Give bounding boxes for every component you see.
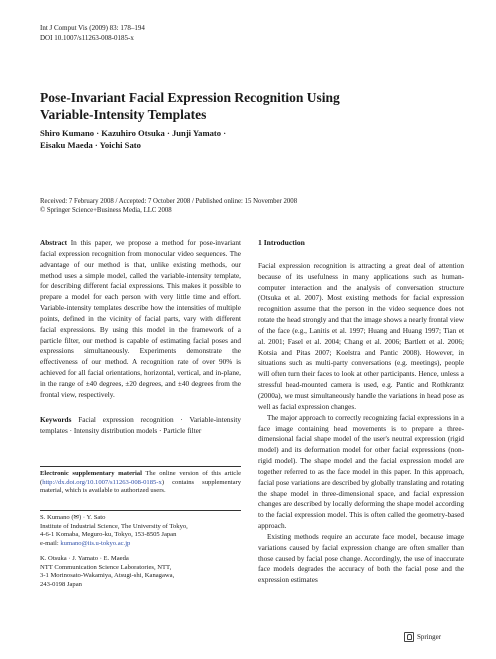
springer-logo-icon [404,632,414,642]
email-link[interactable]: kumano@iis.u-tokyo.ac.jp [60,539,131,547]
abstract [40,238,241,401]
affiliation-ntt [40,555,241,589]
affiliation-names: S. Kumano (✉) · Y. Sato [40,514,106,521]
publication-dates [40,198,460,216]
affiliation-institute: NTT Communication Science Laboratories, NTT, [40,563,172,571]
author-list [40,128,460,151]
received-accepted: Received: 7 February 2008 / Accepted: 7 October 2008 / Published online: 15 November 2008 [40,198,298,205]
supplementary-note [40,470,241,496]
left-column [40,238,241,436]
keywords-text: Facial expression recognition · Variable-intensity templates · Intensity distribution models · Particle filter [40,415,242,435]
intro-paragraph-1: Facial expression recognition is attracting a great deal of attention because of its usefulness in many applications such as human-computer interaction and the analysis of conversation structure (Otsuka et al. 2007). Most existing methods for facial expression recognition assume that the person in the video sequence does not rotate the head strongly and that the image shows a nearly frontal view of the face (e.g., Lanitis et al. 1997; Huang and Huang 1997; Tian et al. 2001; Fasel et al. 2004; Chang et al. 2006; Bartlett et al. 2006; Kotsia and Pitas 2007; Koelstra and Pantic 2008). However, in situations such as multi-party conversations (e.g. meetings), people will often turn their faces to look at other participants. Hence, unless a stressful head-mounted camera is used, e.g. Pantic and Rothkrantz (2000a), we must simultaneously handle the variations in head pose as well as facial expression changes. [258,261,464,411]
running-header [40,24,145,43]
abstract-text: In this paper, we propose a method for pose-invariant facial expression recognition from monocular video sequences. The advantage of our method is that, unlike existing methods, our method uses a simple model, called the variable-intensity template, for describing different facial expressions. This makes it possible to prepare a model for each person with very little time and effort. Variable-intensity templates describe how the intensities of multiple points, defined in the vicinity of facial parts, vary with different facial expressions. By using this model in the framework of a particle filter, our method is capable of estimating facial poses and expressions simultaneously. Experiments demonstrate the effectiveness of our method. A recognition rate of over 90% is achieved for all facial orientations, horizontal, vertical, and in-plane, in the range of ±40 degrees, ±20 degrees, and ±40 degrees from the frontal view, respectively. [40,239,241,399]
divider [40,510,241,511]
authors-line-2: Eisaku Maeda · Yoichi Sato [40,139,141,150]
affiliation-names: K. Otsuka · J. Yamato · E. Maeda [40,555,129,562]
supplementary-text: The online version of this article ( [40,470,241,486]
supplementary-text-end: ) contains supplementary material, which is available to authorized users. [40,478,241,495]
abstract-label: Abstract [40,239,67,247]
intro-paragraph-2: The major approach to correctly recognizing facial expressions in a face image containing head movements is to prepare a three-dimensional facial shape model of the user's neutral expression (rigid model) and its deformation model for other facial expressions (non-rigid model). The shape model and the facial expression model are together referred to as the face model in this paper. In this approach, facial pose variations are described by globally translating and rotating the shape model in three-dimensional space, and facial expression changes are described by locally deforming the shape model according to the facial expression model. This is often called the geometry-based approach. [258,413,464,531]
paper-title [40,90,440,123]
title-line-1: Pose-Invariant Facial Expression Recognition Using [40,90,340,105]
right-column [258,238,464,586]
supplementary-link[interactable]: http://dx.doi.org/10.1007/s11263-008-0185-x [42,478,162,486]
section-heading: 1 Introduction [258,238,305,247]
keywords-label: Keywords [40,415,72,424]
publisher-footer [404,632,441,642]
authors-line-1: Shiro Kumano · Kazuhiro Otsuka · Junji Yamato · [40,128,227,138]
doi: DOI 10.1007/s11263-008-0185-x [40,33,134,42]
copyright: © Springer Science+Business Media, LLC 2008 [40,206,172,214]
journal-citation: Int J Comput Vis (2009) 83: 178–194 [40,24,145,32]
affiliation-institute: Institute of Industrial Science, The University of Tokyo, [40,522,188,530]
email-label: e-mail: [40,539,59,547]
publisher-name: Springer [417,633,442,641]
keywords [40,415,241,437]
affiliation-address: 3-1 Morinosato-Wakamiya, Atsugi-shi, Kanagawa, [40,572,175,580]
title-line-2: Variable-Intensity Templates [40,106,207,122]
affiliation-email [40,540,241,549]
supplementary-label: Electronic supplementary material [40,470,142,477]
intro-paragraph-3: Existing methods require an accurate face model, because image variations caused by facial expression change are often smaller than those caused by facial pose change. Accordingly, the use of inaccurate face models degrades the accuracy of both the facial pose and the expression estimates [258,532,464,585]
divider [40,466,241,467]
affiliation-tokyo [40,514,241,548]
affiliation-address: 243-0198 Japan [40,580,82,588]
affiliation-address: 4-6-1 Komaba, Meguro-ku, Tokyo, 153-8505 Japan [40,531,177,539]
